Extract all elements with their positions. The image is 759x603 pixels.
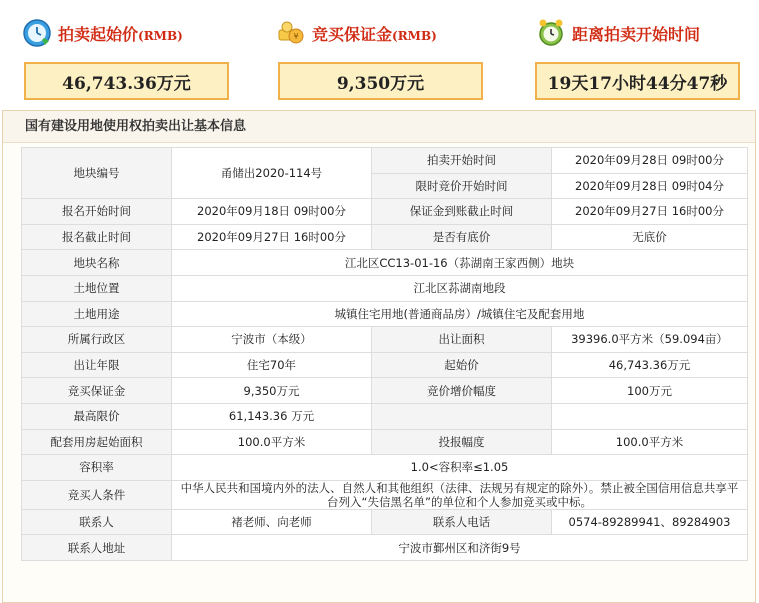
auction-start-value: 2020年09月28日 09时00分 <box>552 148 748 174</box>
section-title: 国有建设用地使用权拍卖出让基本信息 <box>3 111 755 143</box>
deposit-stat <box>276 0 491 108</box>
housing-area-value: 100.0平方米 <box>172 429 372 455</box>
district-label: 所属行政区 <box>22 327 172 353</box>
parcel-name-label: 地块名称 <box>22 250 172 276</box>
deposit-cell: 9,350万元 <box>172 378 372 404</box>
reg-end-label: 报名截止时间 <box>22 224 172 250</box>
deposit-deadline-value: 2020年09月27日 16时00分 <box>552 199 748 225</box>
max-price-label: 最高限价 <box>22 403 172 429</box>
bid-step-value: 100.0平方米 <box>552 429 748 455</box>
empty-value-cell <box>552 403 748 429</box>
increment-value: 100万元 <box>552 378 748 404</box>
address-label: 联系人地址 <box>22 535 172 561</box>
bidder-cond-value: 中华人民共和国境内外的法人、自然人和其他组织（法律、法规另有规定的除外）。禁止被全国信用信息共享平台列入“失信黑名单”的单位和个人参加竞买或中标。 <box>172 480 748 509</box>
table-row <box>22 224 748 250</box>
start-price-value: 46,743.36万元 <box>24 62 229 100</box>
far-value: 1.0<容积率≤1.05 <box>172 455 748 481</box>
deposit-header <box>276 18 437 48</box>
svg-text:¥: ¥ <box>293 32 299 41</box>
table-row <box>22 480 748 509</box>
deposit-label: 竞买保证金 <box>22 378 172 404</box>
table-row <box>22 148 748 174</box>
land-use-label: 土地用途 <box>22 301 172 327</box>
start-price-label: 起始价 <box>372 352 552 378</box>
empty-label-cell <box>372 403 552 429</box>
area-value: 39396.0平方米（59.094亩） <box>552 327 748 353</box>
table-row <box>22 199 748 225</box>
countdown-header <box>536 18 700 48</box>
reg-start-label: 报名开始时间 <box>22 199 172 225</box>
start-price-title: 拍卖起始价(RMB) <box>58 24 183 44</box>
area-label: 出让面积 <box>372 327 552 353</box>
phone-value: 0574-89289941、89284903 <box>552 509 748 535</box>
table-row <box>22 275 748 301</box>
parcel-name-value: 江北区CC13-01-16（荪湖南王家西侧）地块 <box>172 250 748 276</box>
contact-label: 联系人 <box>22 509 172 535</box>
reserve-label: 是否有底价 <box>372 224 552 250</box>
start-price-cell: 46,743.36万元 <box>552 352 748 378</box>
start-price-stat <box>22 0 237 108</box>
deposit-title: 竞买保证金(RMB) <box>312 24 437 44</box>
location-label: 土地位置 <box>22 275 172 301</box>
table-row <box>22 250 748 276</box>
table-row <box>22 535 748 561</box>
bid-step-label: 投报幅度 <box>372 429 552 455</box>
deposit-deadline-label: 保证金到账截止时间 <box>372 199 552 225</box>
term-label: 出让年限 <box>22 352 172 378</box>
parcel-no-value: 甬储出2020-114号 <box>172 148 372 199</box>
reg-end-value: 2020年09月27日 16时00分 <box>172 224 372 250</box>
deposit-value: 9,350万元 <box>278 62 483 100</box>
address-value: 宁波市鄞州区和济街9号 <box>172 535 748 561</box>
reg-start-value: 2020年09月18日 09时00分 <box>172 199 372 225</box>
reserve-value: 无底价 <box>552 224 748 250</box>
term-value: 住宅70年 <box>172 352 372 378</box>
table-row <box>22 403 748 429</box>
table-row <box>22 301 748 327</box>
start-price-header <box>22 18 183 48</box>
district-value: 宁波市（本级） <box>172 327 372 353</box>
table-row <box>22 509 748 535</box>
table-row <box>22 352 748 378</box>
far-label: 容积率 <box>22 455 172 481</box>
location-value: 江北区荪湖南地段 <box>172 275 748 301</box>
table-row <box>22 455 748 481</box>
increment-label: 竞价增价幅度 <box>372 378 552 404</box>
table-row <box>22 327 748 353</box>
basic-info-section <box>2 110 756 603</box>
alarm-clock-icon <box>536 18 566 48</box>
max-price-value: 61,143.36 万元 <box>172 403 372 429</box>
bid-start-label: 限时竞价开始时间 <box>372 173 552 199</box>
countdown-value: 19天17小时44分47秒 <box>535 62 740 100</box>
phone-label: 联系人电话 <box>372 509 552 535</box>
countdown-title: 距离拍卖开始时间 <box>572 24 701 44</box>
start-price-unit: (RMB) <box>138 28 183 43</box>
table-row <box>22 378 748 404</box>
land-use-value: 城镇住宅用地(普通商品房）/城镇住宅及配套用地 <box>172 301 748 327</box>
countdown-stat <box>536 0 746 108</box>
contact-value: 褚老师、向老师 <box>172 509 372 535</box>
money-icon <box>276 18 306 48</box>
summary-bar <box>0 0 759 108</box>
basic-info-table <box>21 147 748 561</box>
deposit-unit: (RMB) <box>392 28 437 43</box>
clock-icon <box>22 18 52 48</box>
table-row <box>22 429 748 455</box>
bid-start-value: 2020年09月28日 09时04分 <box>552 173 748 199</box>
auction-start-label: 拍卖开始时间 <box>372 148 552 174</box>
parcel-no-label: 地块编号 <box>22 148 172 199</box>
bidder-cond-label: 竞买人条件 <box>22 480 172 509</box>
housing-area-label: 配套用房起始面积 <box>22 429 172 455</box>
